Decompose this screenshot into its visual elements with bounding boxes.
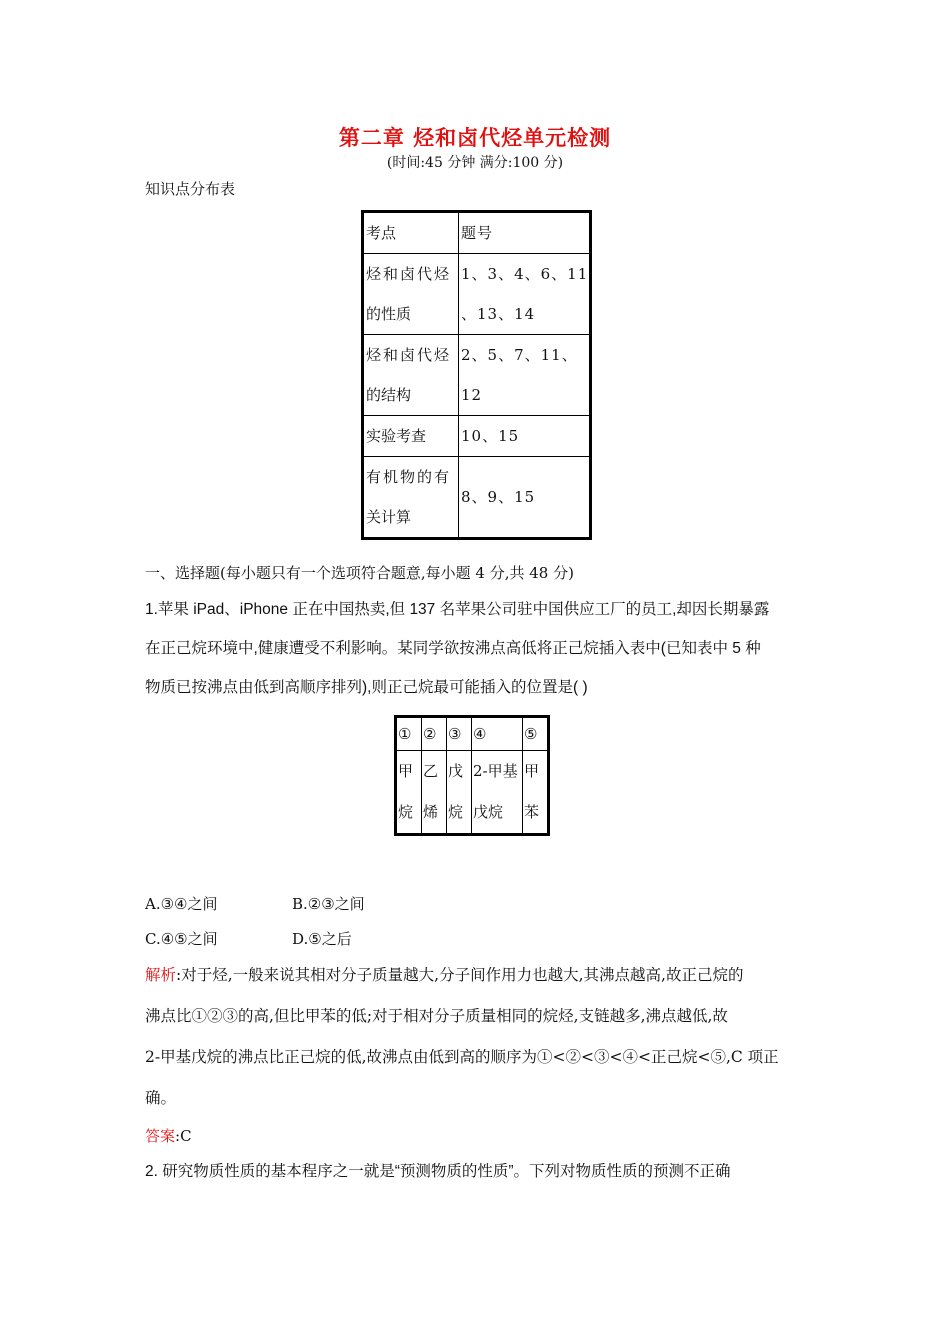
compound-line: 烷 — [448, 803, 464, 821]
compound-line: 烯 — [423, 803, 439, 821]
table-cell — [422, 751, 447, 835]
exam-info: (时间:45 分钟 满分:100 分) — [386, 155, 564, 171]
table-row — [363, 254, 591, 335]
option-c: C.④⑤之间 — [145, 930, 218, 948]
option-b: B.②③之间 — [292, 895, 365, 913]
table-cell — [459, 254, 591, 335]
analysis-text: :对于烃,一般来说其相对分子质量越大,分子间作用力也越大,其沸点越高,故正己烷的 — [176, 966, 744, 984]
question-line: 在正己烷环境中,健康遭受不利影响。某同学欲按沸点高低将正己烷插入表中(已知表中 5 种 — [145, 640, 761, 657]
topic-line: 烃和卤代烃 — [366, 265, 452, 283]
question-line: 2. 研究物质性质的基本程序之一就是“预测物质的性质”。下列对物质性质的预测不正确 — [145, 1163, 731, 1180]
table-cell — [363, 335, 459, 416]
answer-value: :C — [175, 1127, 192, 1145]
table-cell — [396, 751, 422, 835]
table-cell — [472, 751, 523, 835]
question-line: 物质已按沸点由低到高顺序排列),则正己烷最可能插入的位置是( ) — [145, 679, 588, 696]
table-header-cell: 题号 — [459, 212, 591, 254]
question-line: 1.苹果 iPad、iPhone 正在中国热卖,但 137 名苹果公司驻中国供应工厂的员工,却因长期暴露 — [145, 601, 770, 618]
section-heading: 一、选择题(每小题只有一个选项符合题意,每小题 4 分,共 48 分) — [145, 564, 574, 582]
knowledge-table-caption: 知识点分布表 — [145, 180, 236, 198]
table-header-cell: ② — [422, 717, 447, 751]
table-header-cell: ⑤ — [523, 717, 549, 751]
compound-line: 甲 — [524, 762, 540, 780]
table-row — [363, 416, 591, 457]
table-row — [396, 751, 549, 835]
question-numbers: 、13、14 — [461, 305, 536, 323]
compound-line: 2-甲基 — [473, 762, 518, 780]
option-a: A.③④之间 — [145, 895, 218, 913]
table-header-cell: ③ — [447, 717, 472, 751]
table-header-cell: ④ — [472, 717, 523, 751]
table-cell — [363, 254, 459, 335]
question-2-stem — [145, 1152, 810, 1191]
analysis-line: 沸点比①②③的高,但比甲苯的低;对于相对分子质量相同的烷烃,支链越多,沸点越低,故 — [145, 1007, 728, 1025]
table-cell: 8、9、15 — [459, 457, 591, 539]
topic-line: 烃和卤代烃 — [366, 346, 452, 364]
topic-line: 的结构 — [366, 386, 412, 404]
topic-line: 关计算 — [366, 508, 412, 526]
question-1-stem — [145, 590, 810, 707]
table-row — [363, 457, 591, 539]
answer-label: 答案 — [145, 1127, 176, 1145]
compound-line: 乙 — [423, 762, 439, 780]
table-cell: 10、15 — [459, 416, 591, 457]
page-title: 第二章 烃和卤代烃单元检测 — [338, 126, 612, 150]
table-cell: 实验考查 — [363, 416, 459, 457]
analysis-line: 2-甲基戊烷的沸点比正己烷的低,故沸点由低到高的顺序为①<②<③<④<正己烷<⑤,C 项正 — [145, 1048, 779, 1066]
analysis — [145, 955, 810, 1119]
answer — [145, 1125, 192, 1146]
knowledge-distribution-table — [361, 210, 592, 540]
analysis-line: 确。 — [145, 1089, 177, 1107]
table-header-cell: 考点 — [363, 212, 459, 254]
table-cell — [459, 335, 591, 416]
compound-line: 戊 — [448, 762, 464, 780]
question-numbers: 2、5、7、11、12 — [461, 346, 578, 404]
analysis-label: 解析 — [145, 966, 177, 984]
compound-line: 甲 — [398, 762, 414, 780]
compound-line: 戊烷 — [473, 803, 504, 821]
table-cell — [363, 457, 459, 539]
compound-line: 苯 — [524, 803, 540, 821]
analysis-line — [145, 955, 810, 996]
table-cell — [447, 751, 472, 835]
topic-line: 的性质 — [366, 305, 412, 323]
boiling-point-table — [394, 715, 550, 836]
table-header-cell: ① — [396, 717, 422, 751]
option-d: D.⑤之后 — [292, 930, 352, 948]
table-cell — [523, 751, 549, 835]
topic-line: 有机物的有 — [366, 468, 452, 486]
table-row — [363, 212, 591, 254]
question-numbers: 1、3、4、6、11 — [461, 265, 589, 283]
table-row — [396, 717, 549, 751]
compound-line: 烷 — [398, 803, 414, 821]
table-row — [363, 335, 591, 416]
